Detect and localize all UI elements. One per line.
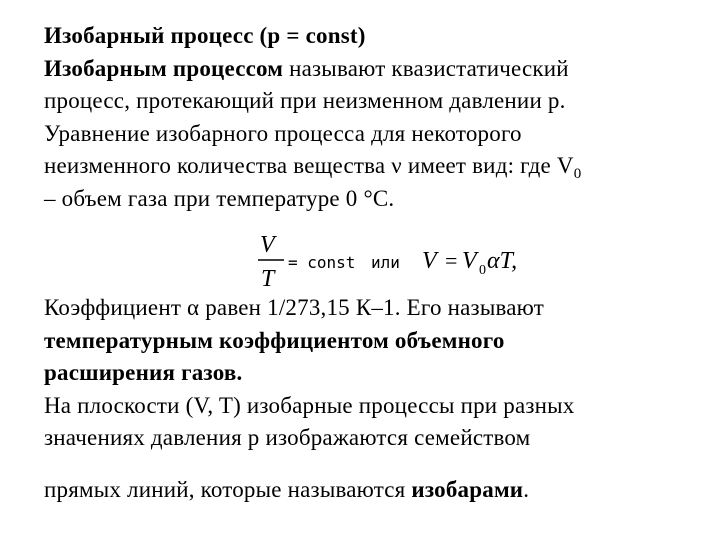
isobaric-equation — [258, 226, 558, 296]
volume-definition-line: – объем газа при температуре 0 °C. — [44, 185, 395, 211]
word-or: или — [371, 253, 400, 272]
rhs-v0: V — [462, 248, 477, 274]
rhs-alpha-t: αT, — [487, 248, 518, 274]
equation-intro-line: Уравнение изобарного процесса для некоторого — [44, 120, 522, 146]
rhs-equals: = — [445, 248, 458, 273]
definition-line-1 — [44, 53, 704, 86]
equation-intro-text: неизменного количества вещества ν имеет вид: где V — [44, 153, 574, 178]
plane-line-2: значениях давления p изображаются семейством — [44, 425, 531, 450]
slide-heading: Изобарный процесс (p = const) — [44, 23, 366, 48]
fraction-denominator: T — [261, 266, 275, 292]
term-isobars: изобарами — [411, 477, 524, 502]
coefficient-term-line-1: температурным коэффициентом объемного — [44, 327, 505, 353]
equals-const: = const — [288, 253, 356, 272]
rhs-v: V — [422, 248, 437, 274]
coefficient-text — [44, 292, 714, 455]
isobaric-equation-graphic — [258, 226, 558, 296]
definition-line-2: процесс, протекающий при неизменном давлении p. — [44, 88, 566, 113]
equation-intro-line-2 — [44, 150, 704, 183]
isobars-period: . — [523, 477, 530, 502]
intro-text — [44, 20, 704, 215]
isobars-line-text: прямых линий, которые называются — [44, 477, 412, 502]
term-isobaric-process: Изобарным процессом — [44, 55, 284, 81]
isobars-line — [44, 474, 529, 507]
rhs-v0-subscript: 0 — [479, 263, 486, 278]
plane-line-1: На плоскости (V, T) изобарные процессы при разных — [44, 392, 575, 418]
v0-subscript: 0 — [573, 166, 582, 182]
fraction-numerator: V — [260, 232, 275, 258]
coefficient-line: Коэффициент α равен 1/273,15 К–1. Его называют — [44, 295, 544, 320]
definition-rest: называют квазистатический — [283, 55, 569, 81]
coefficient-term-line-2: расширения газов. — [44, 360, 243, 385]
